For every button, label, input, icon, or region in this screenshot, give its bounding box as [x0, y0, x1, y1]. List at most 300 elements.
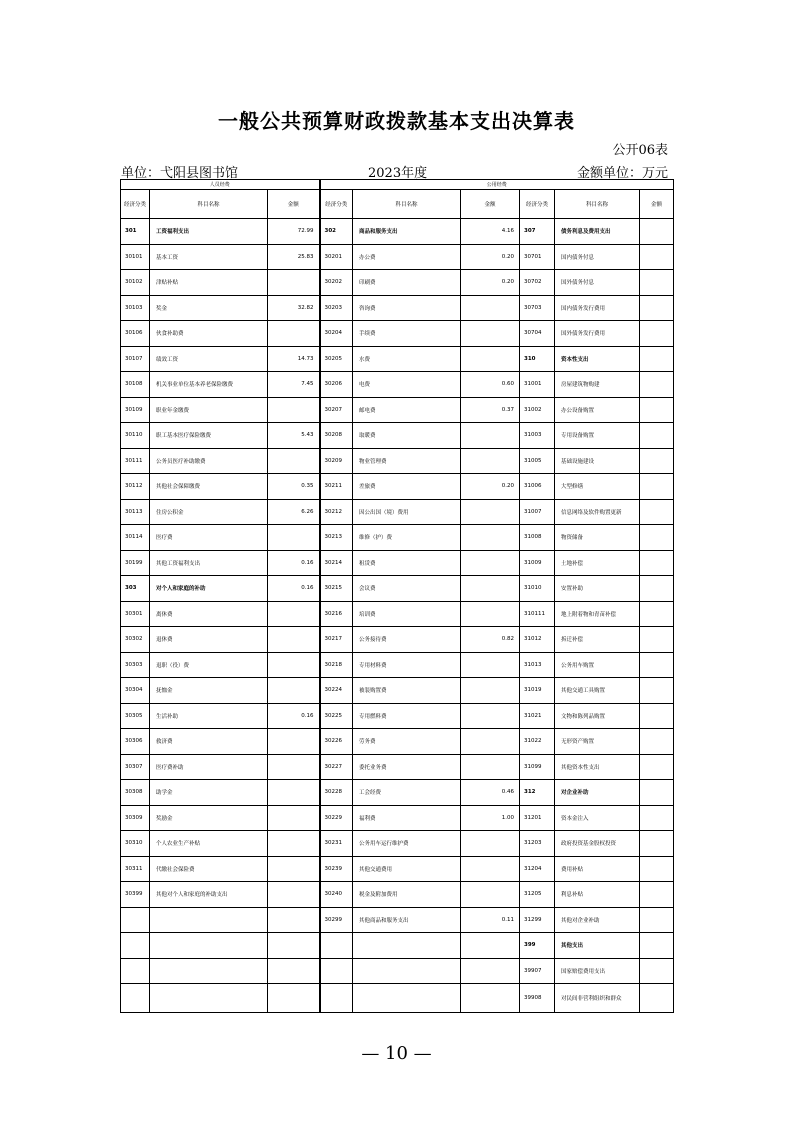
cell-code: 39907 — [520, 958, 555, 984]
table-row — [121, 780, 674, 806]
cell-name: 税金及附加费用 — [353, 882, 461, 908]
cell-code: 30215 — [320, 576, 353, 602]
cell-code: 30310 — [121, 831, 150, 857]
group-public: 公用经费 — [320, 180, 674, 190]
cell-amount: 72.99 — [268, 219, 320, 245]
cell-code: 31019 — [520, 678, 555, 704]
cell-code: 30113 — [121, 499, 150, 525]
cell-name — [150, 958, 268, 984]
cell-amount — [461, 831, 520, 857]
table-row — [121, 550, 674, 576]
table-row — [121, 576, 674, 602]
cell-amount — [640, 856, 674, 882]
cell-code: 31003 — [520, 423, 555, 449]
cell-code: 30211 — [320, 474, 353, 500]
header-name: 科目名称 — [150, 190, 268, 219]
cell-name: 个人农业生产补贴 — [150, 831, 268, 857]
cell-amount: 5.43 — [268, 423, 320, 449]
cell-amount — [640, 652, 674, 678]
cell-amount — [268, 856, 320, 882]
cell-code: 31012 — [520, 627, 555, 653]
cell-name: 房屋建筑物购建 — [555, 372, 640, 398]
cell-amount — [268, 780, 320, 806]
cell-code: 30112 — [121, 474, 150, 500]
cell-name: 国外债务付息 — [555, 270, 640, 296]
cell-name: 土地补偿 — [555, 550, 640, 576]
cell-name: 其他工资福利支出 — [150, 550, 268, 576]
cell-amount: 0.16 — [268, 550, 320, 576]
cell-code: 30229 — [320, 805, 353, 831]
cell-amount — [268, 321, 320, 347]
cell-amount — [461, 729, 520, 755]
cell-amount — [640, 703, 674, 729]
cell-name — [353, 958, 461, 984]
cell-amount — [268, 958, 320, 984]
cell-amount — [268, 448, 320, 474]
cell-name: 对民间非营利组织和群众 — [555, 984, 640, 1013]
cell-name: 被装购置费 — [353, 678, 461, 704]
cell-amount — [640, 805, 674, 831]
cell-name — [353, 984, 461, 1013]
table-row — [121, 652, 674, 678]
cell-amount — [640, 346, 674, 372]
cell-name: 奖金 — [150, 295, 268, 321]
cell-amount — [640, 423, 674, 449]
table-row — [121, 474, 674, 500]
cell-code: 30702 — [520, 270, 555, 296]
cell-amount — [461, 933, 520, 959]
cell-name: 专用燃料费 — [353, 703, 461, 729]
cell-name: 公务用车运行维护费 — [353, 831, 461, 857]
cell-name: 专用设备购置 — [555, 423, 640, 449]
table-row — [121, 984, 674, 1013]
cell-code: 31021 — [520, 703, 555, 729]
cell-name: 助学金 — [150, 780, 268, 806]
table-row — [121, 244, 674, 270]
cell-name: 公务用车购置 — [555, 652, 640, 678]
cell-name: 其他商品和服务支出 — [353, 907, 461, 933]
cell-code: 30224 — [320, 678, 353, 704]
cell-code: 30303 — [121, 652, 150, 678]
cell-amount — [461, 984, 520, 1013]
cell-amount — [461, 423, 520, 449]
cell-code: 30103 — [121, 295, 150, 321]
cell-code: 30217 — [320, 627, 353, 653]
cell-code: 302 — [320, 219, 353, 245]
cell-code: 310111 — [520, 601, 555, 627]
cell-name: 生活补助 — [150, 703, 268, 729]
group-personnel: 人员经费 — [121, 180, 320, 190]
money-unit-label: 金额单位：万元 — [576, 166, 668, 181]
cell-code: 30102 — [121, 270, 150, 296]
cell-name: 其他交通费用 — [353, 856, 461, 882]
cell-amount — [640, 397, 674, 423]
cell-amount — [640, 958, 674, 984]
form-number: 公开06表 — [612, 143, 668, 158]
cell-code: 39908 — [520, 984, 555, 1013]
cell-name: 物业管理费 — [353, 448, 461, 474]
cell-amount: 0.16 — [268, 576, 320, 602]
cell-code: 31007 — [520, 499, 555, 525]
cell-code: 30240 — [320, 882, 353, 908]
cell-name: 大型修缮 — [555, 474, 640, 500]
cell-name: 劳务费 — [353, 729, 461, 755]
column-header-row — [121, 190, 674, 219]
cell-amount — [640, 601, 674, 627]
cell-amount — [640, 525, 674, 551]
cell-name: 利息补贴 — [555, 882, 640, 908]
cell-amount — [640, 780, 674, 806]
cell-amount — [461, 754, 520, 780]
cell-code: 30110 — [121, 423, 150, 449]
cell-amount: 0.35 — [268, 474, 320, 500]
cell-code — [121, 984, 150, 1013]
cell-code: 30107 — [121, 346, 150, 372]
cell-code — [121, 958, 150, 984]
cell-amount — [461, 882, 520, 908]
cell-amount: 0.20 — [461, 244, 520, 270]
cell-code: 31099 — [520, 754, 555, 780]
cell-code — [320, 958, 353, 984]
cell-name: 对企业补助 — [555, 780, 640, 806]
cell-name: 租赁费 — [353, 550, 461, 576]
cell-name: 职业年金缴费 — [150, 397, 268, 423]
cell-name: 其他对个人和家庭的补助支出 — [150, 882, 268, 908]
cell-amount — [640, 576, 674, 602]
cell-amount: 14.73 — [268, 346, 320, 372]
cell-code: 30307 — [121, 754, 150, 780]
cell-amount — [461, 448, 520, 474]
cell-amount — [640, 933, 674, 959]
table-row — [121, 703, 674, 729]
cell-code: 30399 — [121, 882, 150, 908]
cell-code: 30213 — [320, 525, 353, 551]
cell-code: 30299 — [320, 907, 353, 933]
cell-code — [121, 907, 150, 933]
cell-name: 职工基本医疗保险缴费 — [150, 423, 268, 449]
cell-name: 公务员医疗补助缴费 — [150, 448, 268, 474]
cell-name: 差旅费 — [353, 474, 461, 500]
cell-name: 地上附着物和青苗补偿 — [555, 601, 640, 627]
unit-label: 单位：弋阳县图书馆 — [121, 166, 239, 181]
cell-name: 救济费 — [150, 729, 268, 755]
table-row — [121, 219, 674, 245]
cell-name: 会议费 — [353, 576, 461, 602]
cell-code: 30212 — [320, 499, 353, 525]
header-amount: 金额 — [640, 190, 674, 219]
cell-code — [121, 933, 150, 959]
cell-name: 其他对企业补助 — [555, 907, 640, 933]
cell-amount: 0.16 — [268, 703, 320, 729]
cell-code: 399 — [520, 933, 555, 959]
cell-name: 物资储备 — [555, 525, 640, 551]
cell-code: 30704 — [520, 321, 555, 347]
cell-code — [320, 933, 353, 959]
cell-code — [320, 984, 353, 1013]
table-row — [121, 627, 674, 653]
cell-name: 资本金注入 — [555, 805, 640, 831]
cell-code: 30111 — [121, 448, 150, 474]
cell-code: 310 — [520, 346, 555, 372]
cell-code: 31022 — [520, 729, 555, 755]
cell-amount — [461, 576, 520, 602]
cell-code: 30203 — [320, 295, 353, 321]
cell-code: 30207 — [320, 397, 353, 423]
cell-code: 30305 — [121, 703, 150, 729]
cell-amount — [268, 882, 320, 908]
cell-name: 办公设备购置 — [555, 397, 640, 423]
cell-code: 30208 — [320, 423, 353, 449]
cell-code: 30202 — [320, 270, 353, 296]
cell-name: 基本工资 — [150, 244, 268, 270]
table-row — [121, 678, 674, 704]
cell-name: 基础设施建设 — [555, 448, 640, 474]
cell-amount — [461, 652, 520, 678]
cell-amount — [640, 499, 674, 525]
cell-name: 信息网络及软件购置更新 — [555, 499, 640, 525]
table-row — [121, 321, 674, 347]
cell-name: 住房公积金 — [150, 499, 268, 525]
cell-code: 30239 — [320, 856, 353, 882]
cell-name: 国内债务付息 — [555, 244, 640, 270]
table-row — [121, 882, 674, 908]
cell-name: 咨询费 — [353, 295, 461, 321]
cell-code: 312 — [520, 780, 555, 806]
cell-amount — [640, 831, 674, 857]
cell-name — [150, 907, 268, 933]
cell-amount: 0.37 — [461, 397, 520, 423]
cell-code: 30309 — [121, 805, 150, 831]
cell-amount — [268, 933, 320, 959]
cell-name: 费用补贴 — [555, 856, 640, 882]
table-row — [121, 270, 674, 296]
cell-name: 国家赔偿费用支出 — [555, 958, 640, 984]
cell-amount: 25.83 — [268, 244, 320, 270]
cell-amount: 0.20 — [461, 270, 520, 296]
cell-name: 代缴社会保险费 — [150, 856, 268, 882]
cell-name: 债务利息及费用支出 — [555, 219, 640, 245]
cell-code: 31201 — [520, 805, 555, 831]
expenditure-table — [120, 179, 674, 1013]
table-row — [121, 372, 674, 398]
cell-amount — [268, 652, 320, 678]
cell-amount — [640, 372, 674, 398]
cell-amount — [461, 346, 520, 372]
cell-code: 31008 — [520, 525, 555, 551]
cell-name: 安置补助 — [555, 576, 640, 602]
cell-name: 政府投资基金股权投资 — [555, 831, 640, 857]
cell-code: 30216 — [320, 601, 353, 627]
cell-name: 国外债务发行费用 — [555, 321, 640, 347]
cell-code: 31009 — [520, 550, 555, 576]
cell-name — [353, 933, 461, 959]
cell-amount — [640, 984, 674, 1013]
cell-name: 其他资本性支出 — [555, 754, 640, 780]
cell-amount — [268, 754, 320, 780]
cell-code: 30308 — [121, 780, 150, 806]
cell-code: 30209 — [320, 448, 353, 474]
cell-code: 30204 — [320, 321, 353, 347]
cell-code: 31299 — [520, 907, 555, 933]
cell-name: 福利费 — [353, 805, 461, 831]
cell-amount — [640, 295, 674, 321]
cell-amount — [640, 754, 674, 780]
cell-amount — [640, 550, 674, 576]
table-row — [121, 754, 674, 780]
header-code: 经济分类 — [320, 190, 353, 219]
cell-name: 委托业务费 — [353, 754, 461, 780]
cell-amount — [640, 244, 674, 270]
cell-code: 30214 — [320, 550, 353, 576]
cell-amount: 4.16 — [461, 219, 520, 245]
cell-code: 30225 — [320, 703, 353, 729]
cell-amount — [268, 601, 320, 627]
cell-amount — [461, 703, 520, 729]
cell-amount — [640, 882, 674, 908]
table-row — [121, 346, 674, 372]
cell-code: 31205 — [520, 882, 555, 908]
cell-amount: 6.26 — [268, 499, 320, 525]
table-row — [121, 805, 674, 831]
cell-name: 资本性支出 — [555, 346, 640, 372]
cell-name: 退休费 — [150, 627, 268, 653]
table-row — [121, 499, 674, 525]
cell-amount — [640, 627, 674, 653]
header-amount: 金额 — [268, 190, 320, 219]
cell-code: 30228 — [320, 780, 353, 806]
table-row — [121, 907, 674, 933]
cell-name: 医疗费 — [150, 525, 268, 551]
cell-amount — [268, 805, 320, 831]
cell-name — [150, 984, 268, 1013]
cell-code: 30231 — [320, 831, 353, 857]
cell-name: 抚恤金 — [150, 678, 268, 704]
table-row — [121, 397, 674, 423]
cell-amount: 0.82 — [461, 627, 520, 653]
cell-code: 30311 — [121, 856, 150, 882]
cell-amount — [268, 831, 320, 857]
cell-name: 其他社会保障缴费 — [150, 474, 268, 500]
header-name: 科目名称 — [353, 190, 461, 219]
expenditure-table-container — [120, 179, 673, 1019]
table-row — [121, 729, 674, 755]
cell-amount — [640, 678, 674, 704]
cell-amount — [268, 907, 320, 933]
cell-name: 专用材料费 — [353, 652, 461, 678]
cell-code: 31006 — [520, 474, 555, 500]
cell-amount — [640, 321, 674, 347]
cell-amount — [268, 397, 320, 423]
cell-code: 30108 — [121, 372, 150, 398]
cell-code: 30226 — [320, 729, 353, 755]
cell-code: 31203 — [520, 831, 555, 857]
header-code: 经济分类 — [121, 190, 150, 219]
table-row — [121, 448, 674, 474]
cell-code: 30109 — [121, 397, 150, 423]
cell-amount — [461, 550, 520, 576]
cell-code: 31002 — [520, 397, 555, 423]
cell-name: 商品和服务支出 — [353, 219, 461, 245]
cell-amount — [640, 474, 674, 500]
cell-name: 印刷费 — [353, 270, 461, 296]
cell-code: 31010 — [520, 576, 555, 602]
cell-name: 水费 — [353, 346, 461, 372]
cell-code: 30701 — [520, 244, 555, 270]
cell-amount — [640, 219, 674, 245]
cell-name: 无形资产购置 — [555, 729, 640, 755]
page-title: 一般公共预算财政拨款基本支出决算表 — [218, 109, 575, 133]
table-row — [121, 958, 674, 984]
cell-name: 工会经费 — [353, 780, 461, 806]
cell-amount — [640, 270, 674, 296]
cell-amount: 32.82 — [268, 295, 320, 321]
cell-name: 电费 — [353, 372, 461, 398]
cell-name: 奖励金 — [150, 805, 268, 831]
cell-name: 其他交通工具购置 — [555, 678, 640, 704]
cell-code: 307 — [520, 219, 555, 245]
cell-code: 30201 — [320, 244, 353, 270]
cell-code: 31005 — [520, 448, 555, 474]
cell-name: 国内债务发行费用 — [555, 295, 640, 321]
cell-code: 30206 — [320, 372, 353, 398]
header-code: 经济分类 — [520, 190, 555, 219]
cell-amount — [461, 601, 520, 627]
cell-name: 办公费 — [353, 244, 461, 270]
cell-code: 30302 — [121, 627, 150, 653]
cell-amount — [268, 678, 320, 704]
cell-amount — [461, 678, 520, 704]
cell-name: 津贴补贴 — [150, 270, 268, 296]
cell-amount — [461, 525, 520, 551]
cell-code: 31013 — [520, 652, 555, 678]
table-row — [121, 601, 674, 627]
table-row — [121, 295, 674, 321]
cell-amount — [268, 627, 320, 653]
table-row — [121, 831, 674, 857]
cell-code: 31204 — [520, 856, 555, 882]
cell-name: 工资福利支出 — [150, 219, 268, 245]
cell-amount — [461, 958, 520, 984]
cell-code: 301 — [121, 219, 150, 245]
cell-code: 30304 — [121, 678, 150, 704]
table-row — [121, 933, 674, 959]
cell-amount: 0.20 — [461, 474, 520, 500]
cell-name: 绩效工资 — [150, 346, 268, 372]
cell-name: 伙食补助费 — [150, 321, 268, 347]
cell-amount — [461, 295, 520, 321]
cell-name: 公务接待费 — [353, 627, 461, 653]
group-header-row — [121, 180, 674, 190]
cell-code: 30106 — [121, 321, 150, 347]
cell-name: 退职（役）费 — [150, 652, 268, 678]
page-number: — 10 — — [361, 1043, 432, 1064]
cell-name: 培训费 — [353, 601, 461, 627]
table-row — [121, 423, 674, 449]
cell-name: 机关事业单位基本养老保险缴费 — [150, 372, 268, 398]
cell-amount — [640, 729, 674, 755]
cell-code: 30205 — [320, 346, 353, 372]
cell-amount — [461, 321, 520, 347]
cell-code: 30301 — [121, 601, 150, 627]
cell-amount: 0.60 — [461, 372, 520, 398]
cell-amount — [461, 856, 520, 882]
table-row — [121, 525, 674, 551]
cell-name: 离休费 — [150, 601, 268, 627]
cell-amount — [268, 525, 320, 551]
cell-amount — [268, 984, 320, 1013]
cell-code: 303 — [121, 576, 150, 602]
cell-code: 30218 — [320, 652, 353, 678]
